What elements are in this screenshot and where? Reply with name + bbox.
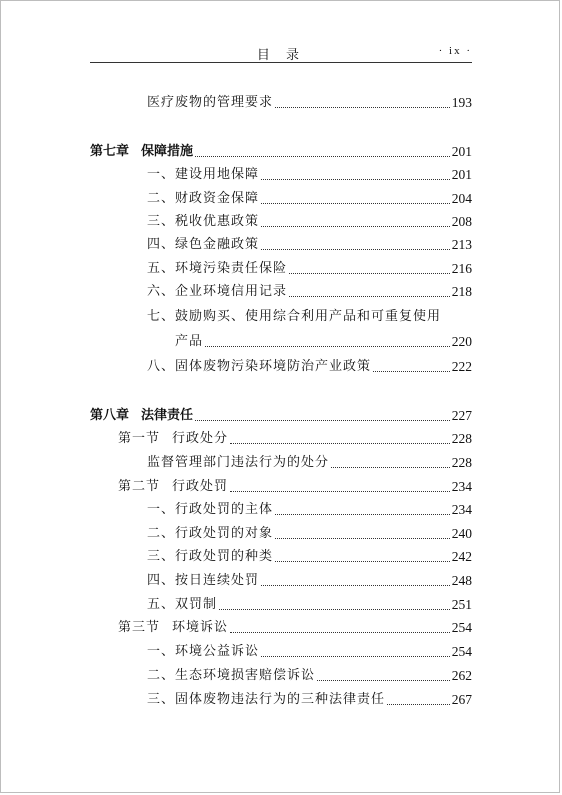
- toc-entry-page: 234: [451, 502, 472, 517]
- toc-entry-label: 八、固体废物污染环境防治产业政策: [147, 359, 372, 374]
- toc-entry-page: 208: [451, 214, 472, 229]
- toc-entry-page: 193: [451, 95, 472, 110]
- toc-entry-label: 二、财政资金保障: [147, 191, 260, 206]
- toc-entry-page: 213: [451, 237, 472, 252]
- toc-entry[interactable]: [147, 356, 472, 376]
- toc-entry-label: 四、绿色金融政策: [147, 237, 260, 252]
- toc-entry[interactable]: [147, 281, 472, 301]
- toc-entry-label: 五、双罚制: [147, 597, 218, 612]
- dot-leader: [230, 443, 450, 444]
- dot-leader: [230, 491, 450, 492]
- toc-entry-page: 216: [451, 261, 472, 276]
- header-title: 目 录: [256, 48, 306, 63]
- toc-entry-label: 一、建设用地保障: [147, 167, 260, 182]
- toc-entry[interactable]: [147, 665, 472, 685]
- chapter-number: 第八章: [90, 408, 130, 423]
- toc-entry-page: 262: [451, 668, 472, 683]
- toc-entry-page: 222: [451, 359, 472, 374]
- chapter-title: 保障措施: [141, 144, 194, 159]
- dot-leader: [261, 656, 450, 657]
- toc-entry-page: 204: [451, 191, 472, 206]
- section-heading: [118, 478, 228, 496]
- section-number: 第二节: [118, 479, 161, 494]
- toc-entry-label: 产品: [175, 334, 204, 349]
- toc-entry[interactable]: [147, 594, 472, 614]
- toc-section[interactable]: [118, 428, 472, 448]
- toc-entry-label: 一、行政处罚的主体: [147, 502, 274, 517]
- toc-entry[interactable]: [147, 258, 472, 278]
- toc-entry-label: 二、生态环境损害赔偿诉讼: [147, 668, 316, 683]
- toc-entry[interactable]: [147, 92, 472, 112]
- dot-leader: [387, 704, 450, 705]
- running-header: [90, 40, 472, 63]
- header-page-number: · ix ·: [438, 45, 472, 57]
- section-heading: [118, 430, 228, 448]
- toc-entry-page: 220: [451, 334, 472, 349]
- chapter-number: 第七章: [90, 144, 130, 159]
- chapter-title: 法律责任: [141, 408, 194, 423]
- dot-leader: [261, 585, 450, 586]
- toc-entry-page: 254: [451, 620, 472, 635]
- toc-chapter[interactable]: [90, 405, 472, 425]
- toc-entry[interactable]: [147, 499, 472, 519]
- toc-entry[interactable]: [147, 570, 472, 590]
- toc-entry[interactable]: [147, 689, 472, 709]
- toc-entry-page: 267: [451, 692, 472, 707]
- toc-section[interactable]: [118, 617, 472, 637]
- dot-leader: [219, 609, 450, 610]
- toc-entry[interactable]: [147, 211, 472, 231]
- toc-entry-label: 三、固体废物违法行为的三种法律责任: [147, 692, 386, 707]
- dot-leader: [261, 226, 450, 227]
- toc-chapter[interactable]: [90, 141, 472, 161]
- dot-leader: [331, 467, 450, 468]
- toc-entry-label: 四、按日连续处罚: [147, 573, 260, 588]
- toc-entry-page: 228: [451, 455, 472, 470]
- section-heading: [118, 619, 228, 637]
- dot-leader: [230, 632, 450, 633]
- section-number: 第一节: [118, 431, 161, 446]
- toc-section[interactable]: [118, 476, 472, 496]
- toc-entry-page: 201: [451, 144, 472, 159]
- toc-entry-page: 227: [451, 408, 472, 423]
- toc-entry[interactable]: [147, 452, 472, 472]
- toc-entry-page: 242: [451, 549, 472, 564]
- toc-entry-label: 医疗废物的管理要求: [147, 95, 274, 110]
- toc-entry[interactable]: [147, 523, 472, 543]
- dot-leader: [261, 179, 450, 180]
- toc-entry-label: 一、环境公益诉讼: [147, 644, 260, 659]
- toc-entry-page: 240: [451, 526, 472, 541]
- dot-leader: [289, 273, 450, 274]
- dot-leader: [195, 156, 450, 157]
- dot-leader: [261, 203, 450, 204]
- dot-leader: [261, 249, 450, 250]
- section-number: 第三节: [118, 620, 161, 635]
- toc-entry-label: 三、税收优惠政策: [147, 214, 260, 229]
- section-title: 环境诉讼: [172, 620, 229, 635]
- dot-leader: [195, 420, 450, 421]
- toc-entry-label: 二、行政处罚的对象: [147, 526, 274, 541]
- toc-entry-label-line1: 七、鼓励购买、使用综合利用产品和可重复使用: [147, 309, 442, 324]
- dot-leader: [317, 680, 450, 681]
- dot-leader: [275, 514, 450, 515]
- toc-entry[interactable]: [147, 546, 472, 566]
- toc-entry-page: 248: [451, 573, 472, 588]
- toc-entry[interactable]: [147, 234, 472, 254]
- toc-entry-page: 234: [451, 479, 472, 494]
- chapter-heading: [90, 407, 193, 425]
- toc-entry-label: 监督管理部门违法行为的处分: [147, 455, 330, 470]
- section-title: 行政处罚: [172, 479, 229, 494]
- toc-entry-page: 218: [451, 284, 472, 299]
- toc-entry[interactable]: [175, 331, 472, 351]
- dot-leader: [289, 296, 450, 297]
- toc-entry[interactable]: [147, 188, 472, 208]
- toc-entry-page: 201: [451, 167, 472, 182]
- toc-entry-label: 五、环境污染责任保险: [147, 261, 288, 276]
- toc-entry-page: 228: [451, 431, 472, 446]
- dot-leader: [373, 371, 450, 372]
- toc-entry-label: 六、企业环境信用记录: [147, 284, 288, 299]
- dot-leader: [205, 346, 450, 347]
- dot-leader: [275, 561, 450, 562]
- toc-entry[interactable]: [147, 641, 472, 661]
- section-title: 行政处分: [172, 431, 229, 446]
- dot-leader: [275, 107, 450, 108]
- toc-entry-label: 三、行政处罚的种类: [147, 549, 274, 564]
- toc-entry-page: 254: [451, 644, 472, 659]
- chapter-heading: [90, 143, 193, 161]
- toc-entry[interactable]: [147, 164, 472, 184]
- toc-entry-page: 251: [451, 597, 472, 612]
- dot-leader: [275, 538, 450, 539]
